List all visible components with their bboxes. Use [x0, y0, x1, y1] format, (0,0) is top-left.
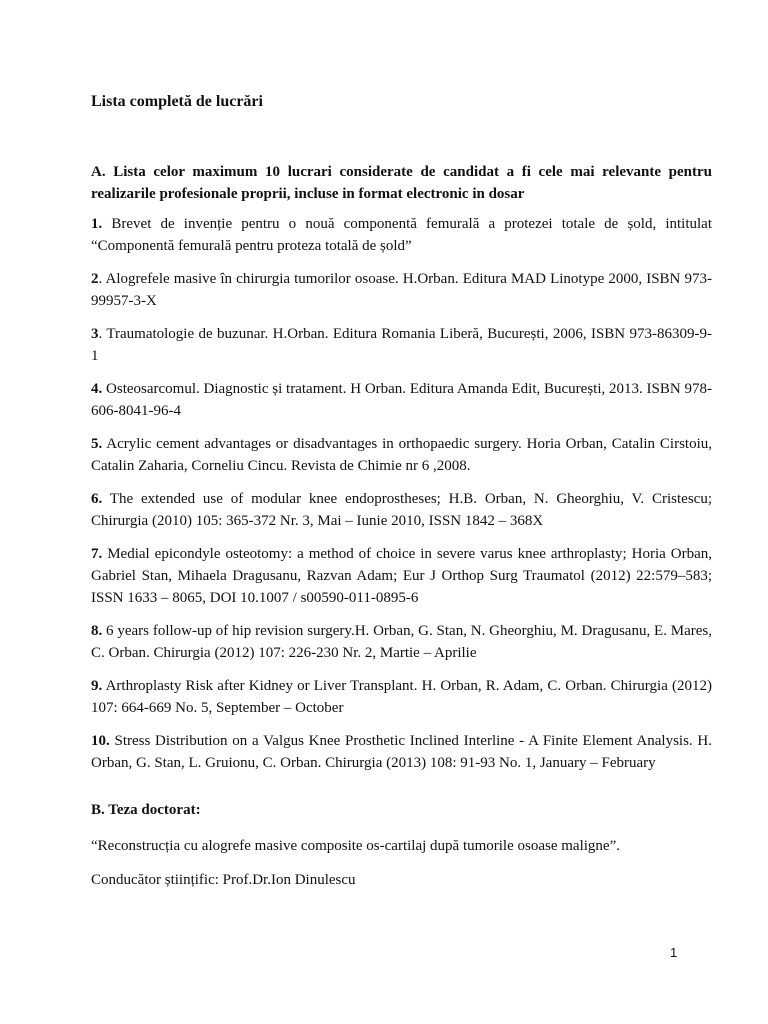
page-title: Lista completă de lucrări — [91, 93, 263, 110]
item-text: Medial epicondyle osteotomy: a method of choice in severe varus knee arthroplasty; Horia Orban, Gabriel Stan, Mihaela Dragusanu, Razvan Adam; Eur J Orthop Surg Traumatol (2012) 22:579–583; ISSN 1633 – 8065, DOI 10.1007 / s00590-011-0895-6 — [91, 546, 712, 606]
item-text: Brevet de invenție pentru o nouă componentă femurală a protezei totale de șold, intitulat “Componentă femurală pentru proteza totală de șold” — [91, 216, 712, 254]
item-number: 1. — [91, 216, 103, 232]
item-number: 2 — [91, 271, 99, 287]
item-number: 6. — [91, 491, 103, 507]
thesis-advisor: Conducător științific: Prof.Dr.Ion Dinulescu — [91, 872, 356, 888]
item-text: . Alogrefele masive în chirurgia tumorilor osoase. H.Orban. Editura MAD Linotype 2000, ISBN 973-99957-3-X — [91, 271, 712, 309]
list-item — [91, 675, 712, 719]
list-item — [91, 268, 712, 312]
section-a-heading: A. Lista celor maximum 10 lucrari considerate de candidat a fi cele mai relevante pentru realizarile profesionale proprii, incluse in format electronic in dosar — [91, 164, 712, 202]
item-number: 10. — [91, 733, 110, 749]
item-text: . Traumatologie de buzunar. H.Orban. Editura Romania Liberă, București, 2006, ISBN 973-86309-9-1 — [91, 326, 712, 364]
list-item — [91, 620, 712, 664]
item-text: The extended use of modular knee endoprostheses; H.B. Orban, N. Gheorghiu, V. Cristescu; Chirurgia (2010) 105: 365-372 Nr. 3, Mai – Iunie 2010, ISSN 1842 – 368X — [91, 491, 712, 529]
page-number: 1 — [670, 945, 678, 960]
item-number: 8. — [91, 623, 103, 639]
item-number: 4. — [91, 381, 103, 397]
list-item — [91, 323, 712, 367]
item-number: 5. — [91, 436, 103, 452]
list-item — [91, 543, 712, 609]
item-text: 6 years follow-up of hip revision surgery.H. Orban, G. Stan, N. Gheorghiu, M. Dragusanu, E. Mares, C. Orban. Chirurgia (2012) 107: 226-230 Nr. 2, Martie – Aprilie — [91, 623, 712, 661]
thesis-title: “Reconstrucția cu alogrefe masive composite os-cartilaj după tumorile osoase maligne”. — [91, 838, 620, 854]
publication-list — [91, 213, 712, 785]
list-item — [91, 433, 712, 477]
list-item — [91, 730, 712, 774]
list-item — [91, 213, 712, 257]
item-text: Stress Distribution on a Valgus Knee Prosthetic Inclined Interline - A Finite Element Analysis. H. Orban, G. Stan, L. Gruionu, C. Orban. Chirurgia (2013) 108: 91-93 No. 1, January – February — [91, 733, 712, 771]
list-item — [91, 378, 712, 422]
item-number: 7. — [91, 546, 103, 562]
item-text: Arthroplasty Risk after Kidney or Liver Transplant. H. Orban, R. Adam, C. Orban. Chirurgia (2012) 107: 664-669 No. 5, September – October — [91, 678, 712, 716]
item-number: 3 — [91, 326, 99, 342]
list-item — [91, 488, 712, 532]
section-b-heading: B. Teza doctorat: — [91, 802, 201, 818]
item-text: Acrylic cement advantages or disadvantages in orthopaedic surgery. Horia Orban, Catalin Cirstoiu, Catalin Zaharia, Corneliu Cincu. Revista de Chimie nr 6 ,2008. — [91, 436, 712, 474]
item-text: Osteosarcomul. Diagnostic și tratament. H Orban. Editura Amanda Edit, București, 2013. ISBN 978-606-8041-96-4 — [91, 381, 712, 419]
item-number: 9. — [91, 678, 103, 694]
